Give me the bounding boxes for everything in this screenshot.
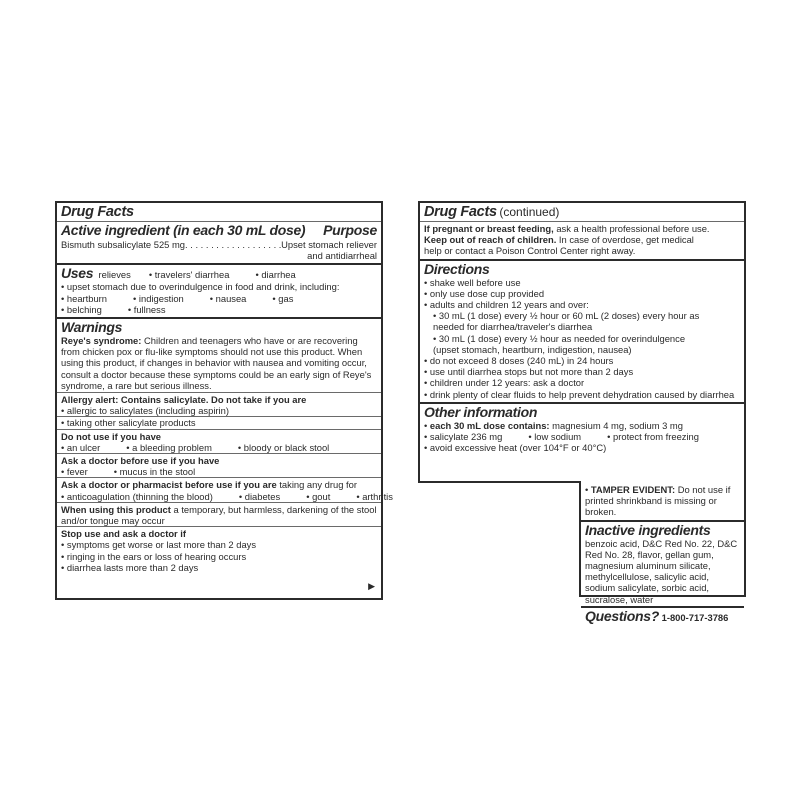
reyes-text: Children and teenagers who have or are recovering from chicken pox or flu-like symptoms should not use this product. When using this product, if changes in behavior with nausea and vomiting occur, consult a doctor because these symptoms could be an early sign of Reye's syndrome, a rare but serious illness. [61, 335, 372, 391]
uses-heading: Uses [61, 265, 94, 282]
warnings-heading: Warnings [61, 319, 123, 336]
use-item: fullness [133, 303, 166, 315]
other-info-item: low sodium [534, 431, 582, 443]
ask-pharmacist-text: taking any drug for [279, 479, 357, 491]
stop-use-item: • diarrhea lasts more than 2 days [61, 561, 199, 573]
ask-pharmacist-item: anticoagulation (thinning the blood) [66, 490, 213, 502]
direction-item: • adults and children 12 years and over: [424, 299, 589, 311]
use-item: diarrhea [261, 269, 296, 281]
allergy-heading: Allergy alert: Contains salicylate. Do not take if you are [61, 394, 307, 406]
direction-item: • only use dose cup provided [424, 287, 545, 299]
do-not-use-heading: Do not use if you have [61, 430, 162, 442]
drug-facts-continued-title: Drug Facts [424, 204, 497, 220]
use-item: indigestion [138, 292, 184, 304]
use-item: travelers' diarrhea [154, 269, 230, 281]
ask-pharmacist-item: arthritis [362, 490, 393, 502]
drug-facts-title: Drug Facts [61, 204, 134, 220]
inactive-text: benzoic acid, D&C Red No. 22, D&C Red No. 28, flavor, gellan gum, magnesium aluminum silicate, methylcellulose, salicylic acid, sodium salicylate, sorbic acid, sucralose, water [585, 537, 738, 605]
use-item: • upset stomach due to overindulgence in food and drink, including: [61, 281, 340, 293]
leader-dots [185, 239, 281, 250]
other-info-item: salicylate 236 mg [429, 431, 503, 443]
direction-subitem: • 30 mL (1 dose) every ½ hour as needed for overindulgence (upset stomach, heartburn, indigestion, nausea) [433, 332, 686, 355]
direction-item: • drink plenty of clear fluids to help prevent dehydration caused by diarrhea [424, 388, 735, 400]
use-item: gas [278, 292, 294, 304]
other-info-item: protect from freezing [613, 431, 699, 443]
stop-use-item: • symptoms get worse or last more than 2 days [61, 539, 257, 551]
direction-item: • do not exceed 8 doses (240 mL) in 24 hours [424, 355, 614, 367]
ask-doctor-item: mucus in the stool [119, 466, 196, 478]
tamper-evident: • TAMPER EVIDENT: Do not use if printed shrinkband is missing or broken. [585, 484, 731, 518]
direction-item: • use until diarrhea stops but not more than 2 days [424, 366, 634, 378]
allergy-item: • taking other salicylate products [61, 417, 196, 429]
drug-facts-lower-panel [579, 481, 746, 624]
ask-doctor-item: fever [66, 466, 88, 478]
pregnant-text: ask a health professional before use. [556, 223, 710, 234]
questions-phone: 1-800-717-3786 [661, 611, 729, 623]
do-not-use-item: a bleeding problem [132, 441, 212, 453]
stop-use-heading: Stop use and ask a doctor if [61, 528, 187, 540]
continued-label: (continued) [499, 205, 560, 219]
drug-facts-panel: Drug Facts Active ingredient (in each 30 mL dose) Purpose Bismuth subsalicylate 525 mg . . . Upset stomach reliever and antidiarrheal Uses relieves • travelers' diarrhea • diarrhea • upset stomach due to overindulgence in food and drink, including: • heartburn • indigestion • nausea • gas • belching • fullness Warnings Reye's syndrome: Children and teenagers who have or are recovering from chicken pox or flu-like symptoms should not use this product. When using this product, if changes in behavior with nausea and vomiting occur, consult a doctor because these symptoms could be an early sign of Reye's syndrome, a rare but serious illness. Allergy alert: Contains salicylate. Do not take if you are • allergic to salicylates (including aspirin) • taking other salicylate products Do not use if you have • an ulcer • a bleeding problem • bloody or black stool Ask a doctor before use if you have • fever • mucus in the stool Ask a doctor or pharmacist before use if you are taking any drug for • anticoagulation (thinning the blood) • diabetes • gout • arthritis When using this product a temporary, but harmless, darkening of the stool and/or tongue may occur Stop use and ask a doctor if • symptoms get worse or last more than 2 days • ringing in the ears or loss of hearing occurs • diarrhea lasts more than 2 days ▶ [55, 201, 383, 600]
drug-facts-continued-panel: Drug Facts (continued) If pregnant or breast feeding, ask a health professional before use. Keep out of reach of children. In case of overdose, get medical help or contact a Poison Control Center right away. Directions • shake well before use • only use dose cup provided • adults and children 12 years and over: • 30 mL (1 dose) every ½ hour or 60 mL (2 doses) every hour as needed for diarrhea/traveler's diarrhea • 30 mL (1 dose) every ½ hour as needed for overindulgence (upset stomach, heartburn, indigestion, nausea) • do not exceed 8 doses (240 mL) in 24 hours • use until diarrhea stops but not more than 2 days • children under 12 years: ask a doctor • drink plenty of clear fluids to help prevent dehydration caused by diarrhea Other information • each 30 mL dose contains: magnesium 4 mg, sodium 3 mg • salicylate 236 mg • low sodium • protect from freezing • avoid excessive heat (over 104°F or 40°C) [418, 201, 746, 483]
when-using-heading: When using this product [61, 503, 171, 515]
ask-doctor-heading: Ask a doctor before use if you have [61, 455, 220, 467]
direction-item: • shake well before use [424, 276, 521, 288]
continue-arrow-icon: ▶ [368, 581, 375, 591]
active-ingredient-heading: Active ingredient (in each 30 mL dose) [61, 222, 306, 238]
keep-out-label: Keep out of reach of children. [424, 234, 557, 246]
ask-pharmacist-item: diabetes [244, 490, 281, 502]
ask-pharmacist-item: gout [312, 490, 331, 502]
use-item: belching [66, 303, 102, 315]
direction-subitem: • 30 mL (1 dose) every ½ hour or 60 mL (2 doses) every hour as needed for diarrhea/traveler's diarrhea [433, 310, 700, 333]
keep-out-text: In case of overdose, get medical help or contact a Poison Control Center right away. [424, 234, 694, 257]
other-info-heading: Other information [424, 403, 538, 420]
purpose-line1: Upset stomach reliever [281, 239, 377, 250]
inactive-heading: Inactive ingredients [585, 521, 711, 538]
uses-intro: relieves [98, 269, 131, 281]
other-info-item: • avoid excessive heat (over 104°F or 40°C) [424, 442, 607, 454]
stop-use-item: • ringing in the ears or loss of hearing occurs [61, 550, 247, 562]
use-item: heartburn [66, 292, 108, 304]
pregnant-label: If pregnant or breast feeding, [424, 223, 554, 234]
purpose-heading: Purpose [323, 222, 377, 238]
ingredient-name: Bismuth subsalicylate 525 mg [61, 239, 186, 250]
purpose-line2: and antidiarrheal [307, 250, 377, 262]
ask-pharmacist-heading: Ask a doctor or pharmacist before use if you are [61, 479, 277, 491]
when-using-text: a temporary, but harmless, darkening of the stool and/or tongue may occur [61, 503, 377, 527]
questions-heading: Questions? [585, 607, 660, 624]
allergy-item: • allergic to salicylates (including aspirin) [61, 405, 229, 417]
reyes-label: Reye's syndrome: [61, 335, 142, 347]
directions-heading: Directions [424, 260, 490, 277]
direction-item: • children under 12 years: ask a doctor [424, 377, 585, 389]
use-item: nausea [215, 292, 247, 304]
other-info-item: • each 30 mL dose contains: magnesium 4 mg, sodium 3 mg [424, 419, 683, 431]
do-not-use-item: bloody or black stool [243, 441, 330, 453]
do-not-use-item: an ulcer [66, 441, 101, 453]
